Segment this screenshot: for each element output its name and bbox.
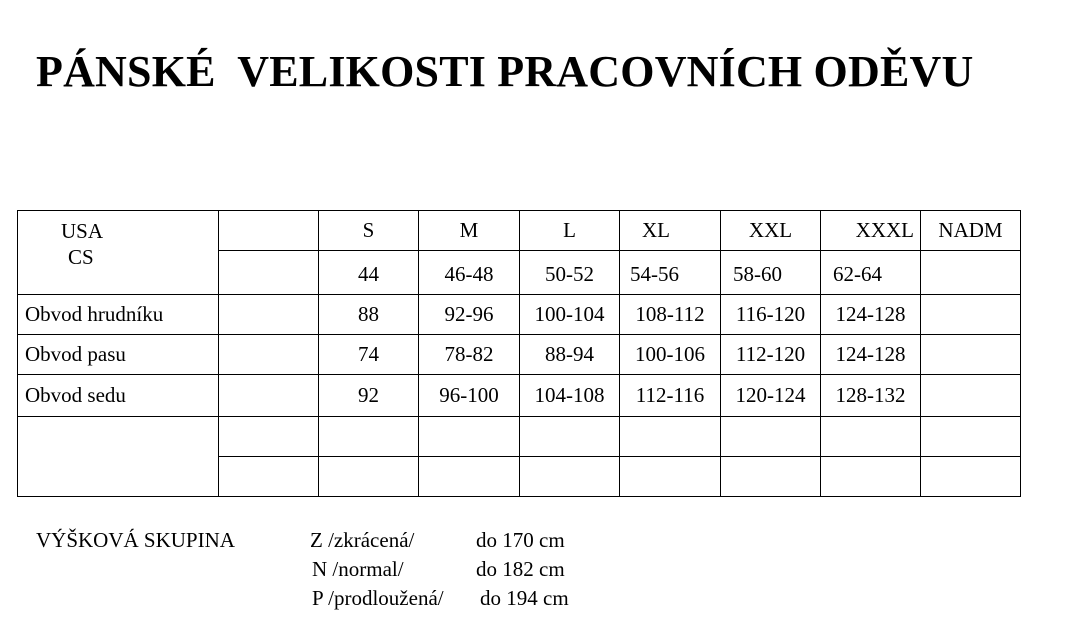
measure-value [921, 335, 1021, 375]
height-group-code: N /normal/ [312, 557, 404, 581]
empty-cell [821, 417, 921, 457]
empty-cell [219, 375, 319, 417]
empty-cell [620, 457, 721, 497]
table-row [18, 335, 1021, 375]
measure-value: 124-128 [821, 295, 921, 335]
measure-value: 112-116 [620, 375, 721, 417]
usa-size-cell: XL [620, 211, 721, 251]
blank-row [18, 417, 1021, 457]
cs-size-cell: 50-52 [520, 251, 620, 295]
empty-cell [520, 457, 620, 497]
measure-value: 92-96 [419, 295, 520, 335]
empty-cell [319, 457, 419, 497]
cs-size-cell: 46-48 [419, 251, 520, 295]
empty-cell [821, 457, 921, 497]
measure-value: 120-124 [721, 375, 821, 417]
empty-cell [219, 211, 319, 251]
usa-size-cell: L [520, 211, 620, 251]
measure-value: 124-128 [821, 335, 921, 375]
measure-value: 100-106 [620, 335, 721, 375]
empty-cell [219, 417, 319, 457]
cs-size-cell: 58-60 [721, 251, 821, 295]
measure-label: Obvod hrudníku [18, 295, 219, 335]
usa-size-cell: M [419, 211, 520, 251]
cs-size-cell: 54-56 [620, 251, 721, 295]
height-group-limit: do 182 cm [476, 557, 565, 581]
empty-cell [18, 417, 219, 497]
measure-value: 78-82 [419, 335, 520, 375]
cs-size-cell [921, 251, 1021, 295]
height-group-limit: do 194 cm [480, 586, 569, 610]
usa-size-row [18, 211, 1021, 251]
measure-value: 88-94 [520, 335, 620, 375]
empty-cell [219, 295, 319, 335]
cs-label: CS [68, 245, 94, 269]
cs-size-cell: 62-64 [821, 251, 921, 295]
empty-cell [219, 251, 319, 295]
height-group-heading: VÝŠKOVÁ SKUPINA [36, 528, 235, 552]
measure-value: 104-108 [520, 375, 620, 417]
table-row [18, 375, 1021, 417]
empty-cell [721, 417, 821, 457]
height-group-code: P /prodloužená/ [312, 586, 444, 610]
empty-cell [921, 417, 1021, 457]
measure-value: 74 [319, 335, 419, 375]
measure-value: 108-112 [620, 295, 721, 335]
empty-cell [219, 335, 319, 375]
cs-size-cell: 44 [319, 251, 419, 295]
measure-value: 88 [319, 295, 419, 335]
measure-value: 128-132 [821, 375, 921, 417]
empty-cell [219, 457, 319, 497]
measure-value: 96-100 [419, 375, 520, 417]
usa-size-cell: XXXL [821, 211, 921, 251]
empty-cell [419, 457, 520, 497]
measure-value [921, 295, 1021, 335]
size-table [17, 210, 1021, 497]
usa-label: USA [61, 219, 104, 243]
measure-value: 100-104 [520, 295, 620, 335]
height-group-code: Z /zkrácená/ [310, 528, 415, 552]
empty-cell [520, 417, 620, 457]
usa-size-cell: NADM [921, 211, 1021, 251]
measure-label: Obvod pasu [18, 335, 219, 375]
empty-cell [620, 417, 721, 457]
empty-cell [921, 457, 1021, 497]
empty-cell [721, 457, 821, 497]
usa-size-cell: XXL [721, 211, 821, 251]
height-group-limit: do 170 cm [476, 528, 565, 552]
measure-value [921, 375, 1021, 417]
measure-value: 112-120 [721, 335, 821, 375]
page-title: PÁNSKÉ VELIKOSTI PRACOVNÍCH ODĚVU [36, 47, 974, 96]
table-row [18, 295, 1021, 335]
measure-value: 92 [319, 375, 419, 417]
measure-value: 116-120 [721, 295, 821, 335]
usa-size-cell: S [319, 211, 419, 251]
empty-cell [419, 417, 520, 457]
empty-cell [319, 417, 419, 457]
size-system-cell [18, 211, 219, 295]
measure-label: Obvod sedu [18, 375, 219, 417]
